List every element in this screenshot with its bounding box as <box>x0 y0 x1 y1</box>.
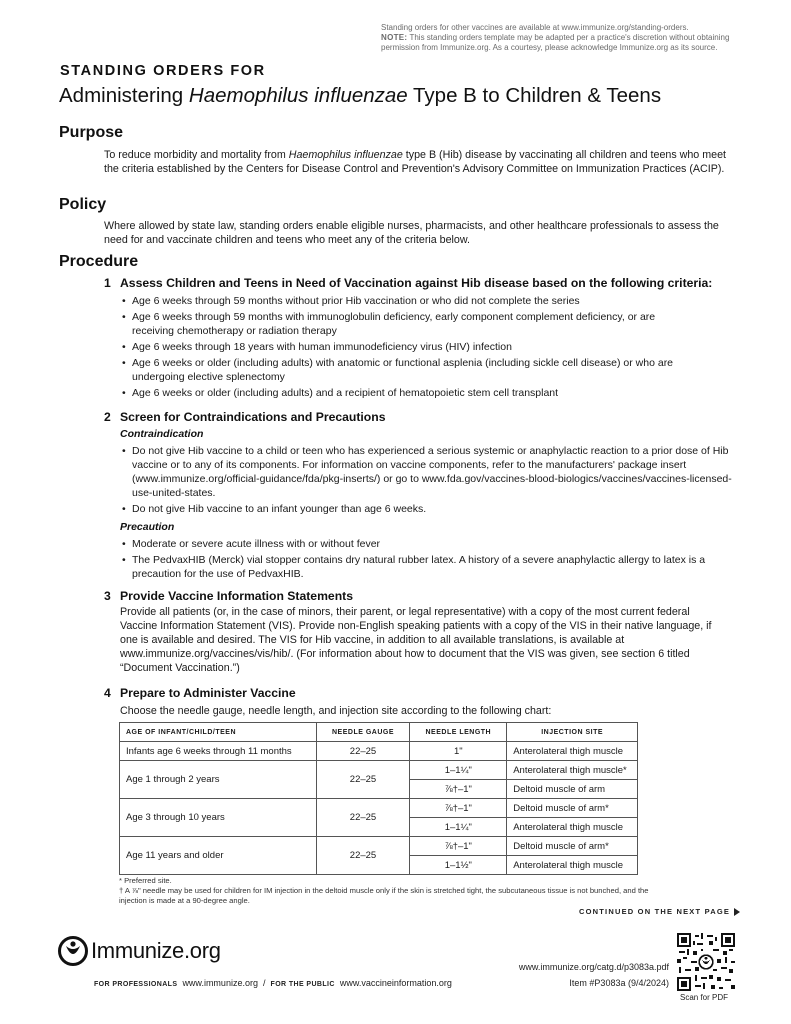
section-title-text: Assess Children and Teens in Need of Vaccination against Hib disease based on the following criteria: <box>120 276 713 290</box>
arrow-right-icon <box>734 908 740 916</box>
gauge-cell: 22–25 <box>316 761 410 799</box>
age-cell: Age 3 through 10 years <box>120 799 317 837</box>
precaution-list <box>120 537 735 583</box>
title-post: Type B to Children & Teens <box>407 84 662 107</box>
site-cell: Deltoid muscle of arm <box>507 780 638 799</box>
section-2-title <box>104 410 385 424</box>
site-cell: Deltoid muscle of arm* <box>507 799 638 818</box>
precaution-label: Precaution <box>120 521 175 533</box>
age-cell: Infants age 6 weeks through 11 months <box>120 742 317 761</box>
logo-text: Immunize.org <box>91 938 221 963</box>
title-italic: Haemophilus influenzae <box>188 84 408 107</box>
top-note <box>381 23 741 53</box>
site-cell: Anterolateral thigh muscle <box>507 818 638 837</box>
section-title-text: Provide Vaccine Information Statements <box>120 589 353 603</box>
purpose-text <box>104 148 734 176</box>
prof-url-link[interactable]: www.immunize.org <box>182 978 258 988</box>
continued-text: CONTINUED ON THE NEXT PAGE <box>579 907 731 916</box>
age-cell: Age 11 years and older <box>120 837 317 875</box>
continued-notice <box>579 907 740 916</box>
gauge-cell: 22–25 <box>316 799 410 837</box>
list-item: • The PedvaxHIB (Merck) vial stopper contains dry natural rubber latex. A history of a severe anaphylactic allergy to latex is a precaution for the use of PedvaxHIB. <box>120 553 735 581</box>
length-cell: ⅞†–1" <box>410 837 507 856</box>
section-1-criteria-list <box>120 294 720 402</box>
section-number: 1 <box>104 276 111 290</box>
list-item: • Moderate or severe acute illness with or without fever <box>120 537 735 551</box>
list-item: • Age 6 weeks through 18 years with human immunodeficiency virus (HIV) infection <box>120 340 720 354</box>
site-cell: Anterolateral thigh muscle <box>507 742 638 761</box>
section-number: 4 <box>104 686 111 700</box>
length-cell: 1–1¼" <box>410 818 507 837</box>
doc-title <box>59 84 661 108</box>
policy-heading: Policy <box>59 196 107 213</box>
purpose-heading: Purpose <box>59 124 124 141</box>
section-4-title <box>104 686 296 700</box>
footnote-needle: † A ⅞" needle may be used for children for IM injection in the deltoid muscle only if the skin is stretched tight, the subcutaneous tissue is not bunched, and the injection is made at a 90-degree angle. <box>119 886 649 905</box>
purpose-text-pre: To reduce morbidity and mortality from <box>104 149 289 161</box>
list-item: • Age 6 weeks or older (including adults) with anatomic or functional asplenia (including sickle cell disease) or who are undergoing elective splenectomy <box>120 356 720 384</box>
length-cell: 1" <box>410 742 507 761</box>
col-header-site: INJECTION SITE <box>507 723 638 742</box>
immunize-logo-icon <box>58 936 88 966</box>
procedure-heading: Procedure <box>59 253 139 270</box>
title-pre: Administering <box>59 84 189 107</box>
site-cell: Anterolateral thigh muscle <box>507 856 638 875</box>
contraindication-label: Contraindication <box>120 428 204 440</box>
length-cell: 1–1½" <box>410 856 507 875</box>
length-cell: ⅞†–1" <box>410 799 507 818</box>
table-row <box>120 799 638 818</box>
pdf-url-link[interactable]: www.immunize.org/catg.d/p3083a.pdf <box>518 962 669 972</box>
section-title-text: Prepare to Administer Vaccine <box>120 686 296 700</box>
note-text: This standing orders template may be adapted per a practice's discretion without obtaining permission from Immunize.org. As a courtesy, please acknowledge Immunize.org as its source. <box>381 33 730 52</box>
age-cell: Age 1 through 2 years <box>120 761 317 799</box>
footnote-preferred-site: * Preferred site. <box>119 876 172 885</box>
section-1-title <box>104 276 712 290</box>
scan-for-pdf-label: Scan for PDF <box>680 993 729 1002</box>
length-cell: ⅞†–1" <box>410 780 507 799</box>
list-item: • Do not give Hib vaccine to an infant younger than age 6 weeks. <box>120 502 735 516</box>
section-3-text: Provide all patients (or, in the case of minors, their parent, or legal representative) with a copy of the most current federal Vaccine Information Statement (VIS). Provide non-English speaking patients with a copy of the VIS in their native language, if one is available and desired. The VIS for Hib vaccine, in addition to all available translations, is available at www.immunize.org/vaccines/vis/hib/. (For information about how to document that the VIS was given, see section 6 titled “Document Vaccination.”) <box>120 606 712 674</box>
needle-chart-table <box>119 722 638 875</box>
separator: / <box>262 978 266 988</box>
public-url-link[interactable]: www.vaccineinformation.org <box>339 978 452 988</box>
section-number: 3 <box>104 589 111 603</box>
footer-links <box>94 978 452 988</box>
top-note-body <box>381 33 741 53</box>
public-label: FOR THE PUBLIC <box>270 981 335 988</box>
contraindication-list <box>120 444 735 518</box>
section-4-intro: Choose the needle gauge, needle length, and injection site according to the following chart: <box>120 705 552 717</box>
policy-text: Where allowed by state law, standing orders enable eligible nurses, pharmacists, and other healthcare professionals to assess the need for and vaccinate children and teens who meet any of the criteria below. <box>104 220 719 246</box>
site-cell: Deltoid muscle of arm* <box>507 837 638 856</box>
list-item: • Age 6 weeks through 59 months without prior Hib vaccination or who did not complete the series <box>120 294 720 308</box>
table-row <box>120 742 638 761</box>
table-header-row <box>120 723 638 742</box>
table-row <box>120 761 638 780</box>
col-header-age: AGE OF INFANT/CHILD/TEEN <box>120 723 317 742</box>
purpose-text-italic: Haemophilus influenzae <box>288 149 403 161</box>
gauge-cell: 22–25 <box>316 837 410 875</box>
list-item: • Age 6 weeks or older (including adults) and a recipient of hematopoietic stem cell transplant <box>120 386 720 400</box>
section-number: 2 <box>104 410 111 424</box>
list-item: • Do not give Hib vaccine to a child or teen who has experienced a serious systemic or anaphylactic reaction to a prior dose of Hib vaccine or to any of its components. For information on vaccine components, refer to the manufacturers' package insert (www.immunize.org/official-guidance/fda/pkg-inserts/) or go to www.fda.gov/vaccines-blood-biologics/vaccines/vaccines-licensed-use-united-states. <box>120 444 735 500</box>
qr-code-icon[interactable] <box>677 933 735 991</box>
section-3-title <box>104 589 353 603</box>
section-title-text: Screen for Contraindications and Precautions <box>120 410 386 424</box>
col-header-length: NEEDLE LENGTH <box>410 723 507 742</box>
top-note-line1: Standing orders for other vaccines are available at www.immunize.org/standing-orders. <box>381 23 689 32</box>
note-label: NOTE: <box>381 33 408 42</box>
purpose-text-post: type B (Hib) disease by vaccinating all children and teens who meet the criteria established by the Centers for Disease Control and Prevention's Advisory Committee on Immunization Practices (ACIP). <box>104 149 726 175</box>
immunize-logo <box>58 936 221 966</box>
list-item: • Age 6 weeks through 59 months with immunoglobulin deficiency, early component complement deficiency, or are receiving chemotherapy or radiation therapy <box>120 310 680 338</box>
item-number: Item #P3083a (9/4/2024) <box>569 978 669 988</box>
table-row <box>120 837 638 856</box>
col-header-gauge: NEEDLE GAUGE <box>316 723 410 742</box>
doc-kicker: STANDING ORDERS FOR <box>60 63 266 79</box>
prof-label: FOR PROFESSIONALS <box>94 981 178 988</box>
length-cell: 1–1¼" <box>410 761 507 780</box>
site-cell: Anterolateral thigh muscle* <box>507 761 638 780</box>
gauge-cell: 22–25 <box>316 742 410 761</box>
